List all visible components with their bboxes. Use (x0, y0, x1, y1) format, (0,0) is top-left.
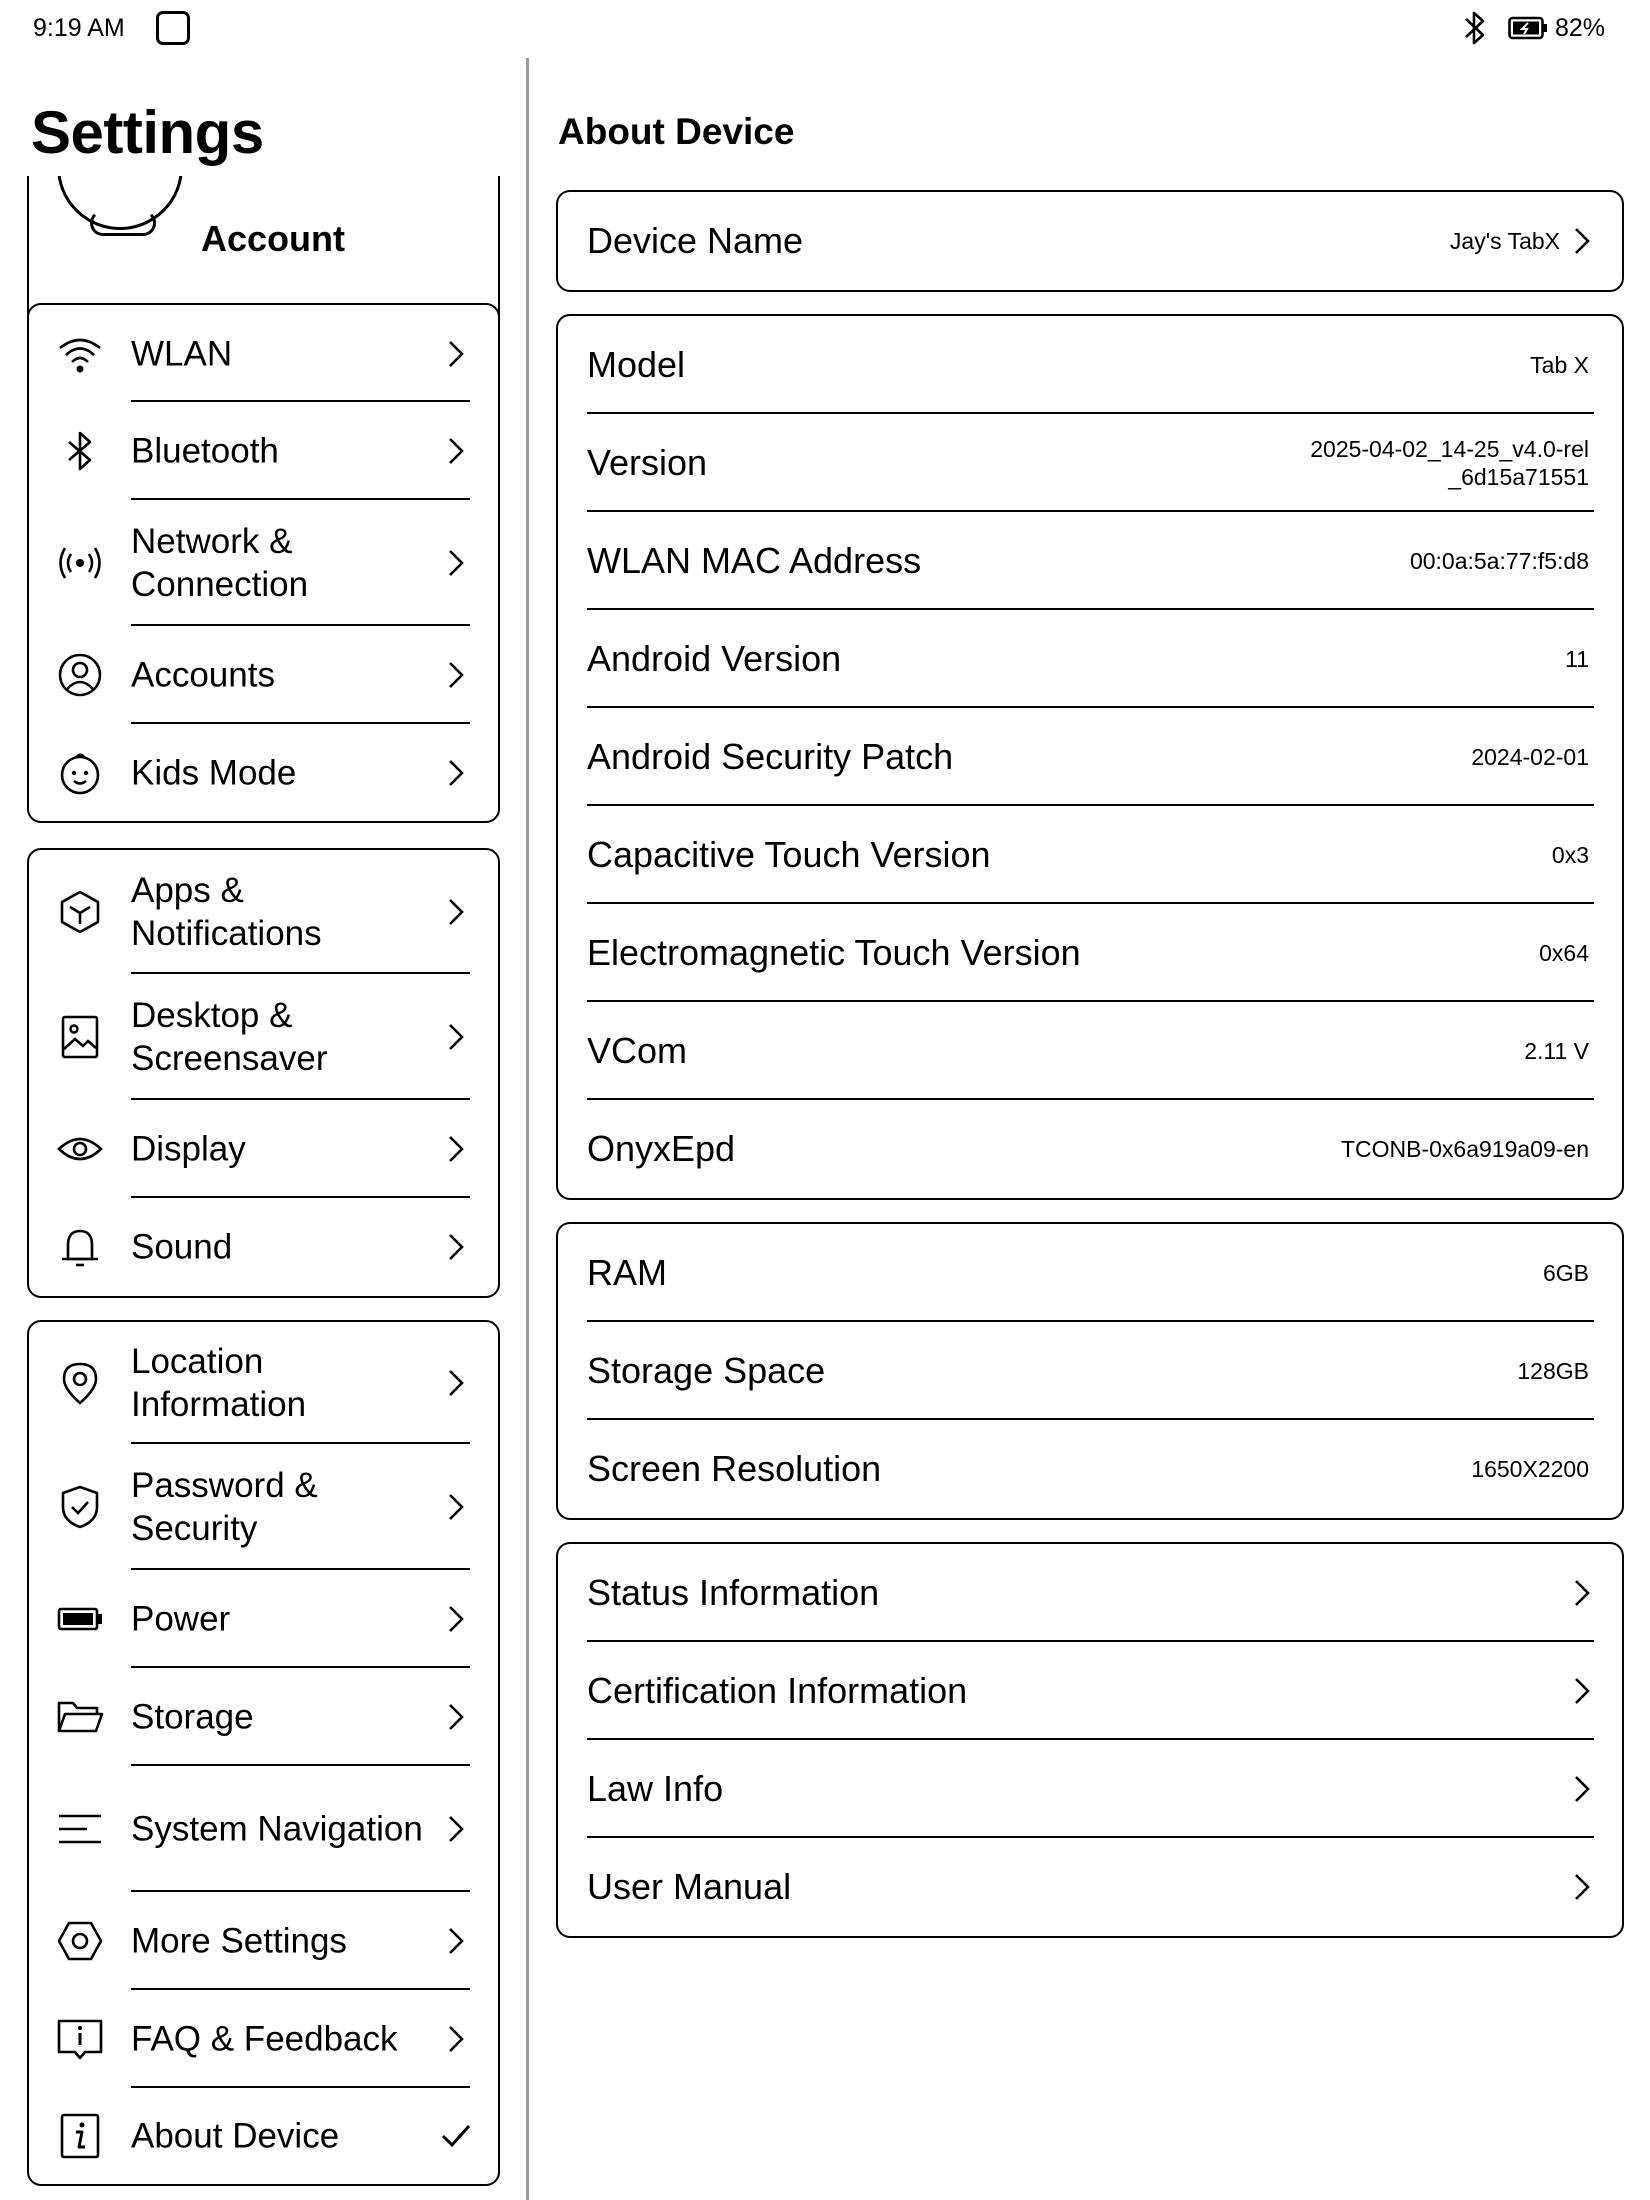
link-label: Certification Information (587, 1670, 968, 1711)
info-row-capacitive-touch (558, 806, 1622, 904)
account-label: Account (201, 218, 345, 259)
chevron-right-icon (446, 434, 466, 468)
settings-group-connectivity (27, 303, 500, 823)
chevron-right-icon (446, 1700, 466, 1734)
info-label: Model (587, 344, 686, 385)
info-value: 2025-04-02_14-25_v4.0-rel_6d15a71551 (1310, 436, 1589, 490)
notification-square-icon (156, 11, 190, 45)
info-value: 2.11 V (1524, 1038, 1589, 1064)
info-value: Tab X (1530, 352, 1589, 378)
checkmark-icon (440, 2122, 472, 2150)
device-name-row[interactable] (558, 192, 1622, 290)
settings-group-system (27, 1320, 500, 2186)
status-bar (0, 0, 1650, 58)
sidebar-item-label: Sound (131, 1227, 233, 1267)
shield-check-icon (54, 1481, 106, 1533)
hardware-info-card (556, 1222, 1624, 1520)
chevron-right-icon (1572, 224, 1592, 258)
sidebar-item-label: Apps & Notifications (131, 871, 322, 953)
chevron-right-icon (1572, 1576, 1592, 1610)
chevron-right-icon (1572, 1870, 1592, 1904)
info-label: Capacitive Touch Version (587, 834, 991, 875)
faq-icon (54, 2013, 106, 2065)
chevron-right-icon (446, 337, 466, 371)
sidebar-item-storage[interactable] (29, 1668, 498, 1766)
sidebar-item-accounts[interactable] (29, 626, 498, 724)
link-user-manual[interactable] (558, 1838, 1622, 1936)
device-name-value: Jay's TabX (1449, 228, 1560, 254)
pane-divider (526, 58, 529, 2200)
chevron-right-icon (446, 1230, 466, 1264)
sidebar-item-label: Accounts (131, 655, 275, 695)
avatar-body-icon (90, 210, 156, 236)
info-value: 11 (1565, 646, 1589, 672)
chevron-right-icon (446, 1366, 466, 1400)
info-icon (54, 2110, 106, 2162)
sidebar-item-desktop-screensaver[interactable] (29, 974, 498, 1100)
chevron-right-icon (446, 756, 466, 790)
settings-group-personalization (27, 848, 500, 1298)
info-value: 0x3 (1551, 842, 1589, 868)
sidebar-item-label: Display (131, 1129, 246, 1169)
link-label: User Manual (587, 1866, 792, 1907)
status-time: 9:19 AM (33, 14, 125, 42)
info-row-model (558, 316, 1622, 414)
info-value: 128GB (1517, 1358, 1589, 1384)
picture-icon (54, 1011, 106, 1063)
network-icon (54, 537, 106, 589)
sidebar-item-bluetooth[interactable] (29, 402, 498, 500)
sidebar-item-network-connection[interactable] (29, 500, 498, 626)
info-label: RAM (587, 1252, 667, 1293)
sidebar-item-faq-feedback[interactable] (29, 1990, 498, 2088)
location-pin-icon (54, 1357, 106, 1409)
bell-icon (54, 1221, 106, 1273)
chevron-right-icon (446, 1812, 466, 1846)
chevron-right-icon (446, 1020, 466, 1054)
cube-icon (54, 886, 106, 938)
hardware-row-ram (558, 1224, 1622, 1322)
info-links-card (556, 1542, 1624, 1938)
info-row-onyxepd (558, 1100, 1622, 1198)
sidebar-item-label: Storage (131, 1697, 254, 1737)
link-certification-information[interactable] (558, 1642, 1622, 1740)
sidebar-item-label: Location Information (131, 1342, 307, 1424)
device-name-card (556, 190, 1624, 292)
chevron-right-icon (446, 2022, 466, 2056)
chevron-right-icon (1572, 1674, 1592, 1708)
folder-icon (54, 1691, 106, 1743)
info-value: 6GB (1542, 1260, 1589, 1286)
info-row-version (558, 414, 1622, 512)
hexagon-settings-icon (54, 1915, 106, 1967)
bluetooth-icon (54, 425, 106, 477)
page-title: Settings (31, 99, 264, 166)
sidebar-item-about-device[interactable] (29, 2088, 498, 2184)
chevron-right-icon (446, 1132, 466, 1166)
link-label: Status Information (587, 1572, 880, 1613)
sidebar-item-label: System Navigation (131, 1809, 423, 1849)
chevron-right-icon (446, 1924, 466, 1958)
device-info-card (556, 314, 1624, 1200)
sidebar-item-label: Bluetooth (131, 431, 279, 471)
info-label: Android Version (587, 638, 842, 679)
settings-sidebar[interactable] (0, 58, 526, 2200)
sidebar-item-wlan[interactable] (29, 305, 498, 402)
info-label: Version (587, 442, 708, 483)
info-row-vcom (558, 1002, 1622, 1100)
info-row-android-version (558, 610, 1622, 708)
info-row-security-patch (558, 708, 1622, 806)
info-row-wlan-mac (558, 512, 1622, 610)
sidebar-item-more-settings[interactable] (29, 1892, 498, 1990)
sidebar-item-label: Kids Mode (131, 753, 297, 792)
sidebar-item-label: Network & Connection (131, 522, 309, 604)
sidebar-item-label: About Device (131, 2116, 340, 2156)
menu-lines-icon (54, 1803, 106, 1855)
info-label: OnyxEpd (587, 1128, 736, 1169)
hardware-row-storage (558, 1322, 1622, 1420)
account-circle-icon (54, 649, 106, 701)
chevron-right-icon (446, 1490, 466, 1524)
sidebar-item-display[interactable] (29, 1100, 498, 1198)
sidebar-item-system-navigation[interactable] (29, 1766, 498, 1892)
sidebar-item-kids-mode[interactable] (29, 724, 498, 821)
link-status-information[interactable] (558, 1544, 1622, 1642)
sidebar-item-label: Desktop & Screensaver (131, 996, 328, 1078)
sidebar-item-power[interactable] (29, 1570, 498, 1668)
chevron-right-icon (446, 1602, 466, 1636)
sidebar-item-password-security[interactable] (29, 1444, 498, 1570)
battery-status-icon (1508, 16, 1548, 40)
chevron-right-icon (446, 895, 466, 929)
sidebar-item-label: Password & Security (131, 1466, 318, 1548)
info-row-electromagnetic-touch (558, 904, 1622, 1002)
sidebar-item-apps-notifications[interactable] (29, 850, 498, 974)
battery-percent: 82% (1555, 14, 1606, 42)
sidebar-item-label: FAQ & Feedback (131, 2019, 398, 2059)
detail-title: About Device (558, 111, 795, 152)
info-value: 2024-02-01 (1471, 744, 1589, 770)
info-label: Storage Space (587, 1350, 826, 1391)
info-value: TCONB-0x6a919a09-en (1340, 1136, 1589, 1162)
sidebar-item-label: Power (131, 1599, 231, 1639)
sidebar-item-location-information[interactable] (29, 1322, 498, 1444)
info-label: Android Security Patch (587, 736, 954, 777)
link-label: Law Info (587, 1768, 724, 1809)
link-law-info[interactable] (558, 1740, 1622, 1838)
device-name-label: Device Name (587, 220, 804, 261)
info-label: WLAN MAC Address (587, 540, 922, 581)
info-label: VCom (587, 1030, 688, 1071)
info-label: Screen Resolution (587, 1448, 882, 1489)
chevron-right-icon (446, 658, 466, 692)
sidebar-item-label: More Settings (131, 1921, 347, 1961)
kids-face-icon (54, 747, 106, 799)
battery-icon (54, 1593, 106, 1645)
chevron-right-icon (446, 546, 466, 580)
hardware-row-resolution (558, 1420, 1622, 1518)
wifi-icon (54, 328, 106, 380)
info-value: 0x64 (1539, 940, 1589, 966)
eye-icon (54, 1123, 106, 1175)
chevron-right-icon (1572, 1772, 1592, 1806)
info-value: 1650X2200 (1471, 1456, 1589, 1482)
bluetooth-status-icon (1460, 10, 1490, 46)
sidebar-item-sound[interactable] (29, 1198, 498, 1296)
info-label: Electromagnetic Touch Version (587, 932, 1081, 973)
sidebar-item-label: WLAN (131, 334, 233, 373)
info-value: 00:0a:5a:77:f5:d8 (1409, 548, 1589, 574)
